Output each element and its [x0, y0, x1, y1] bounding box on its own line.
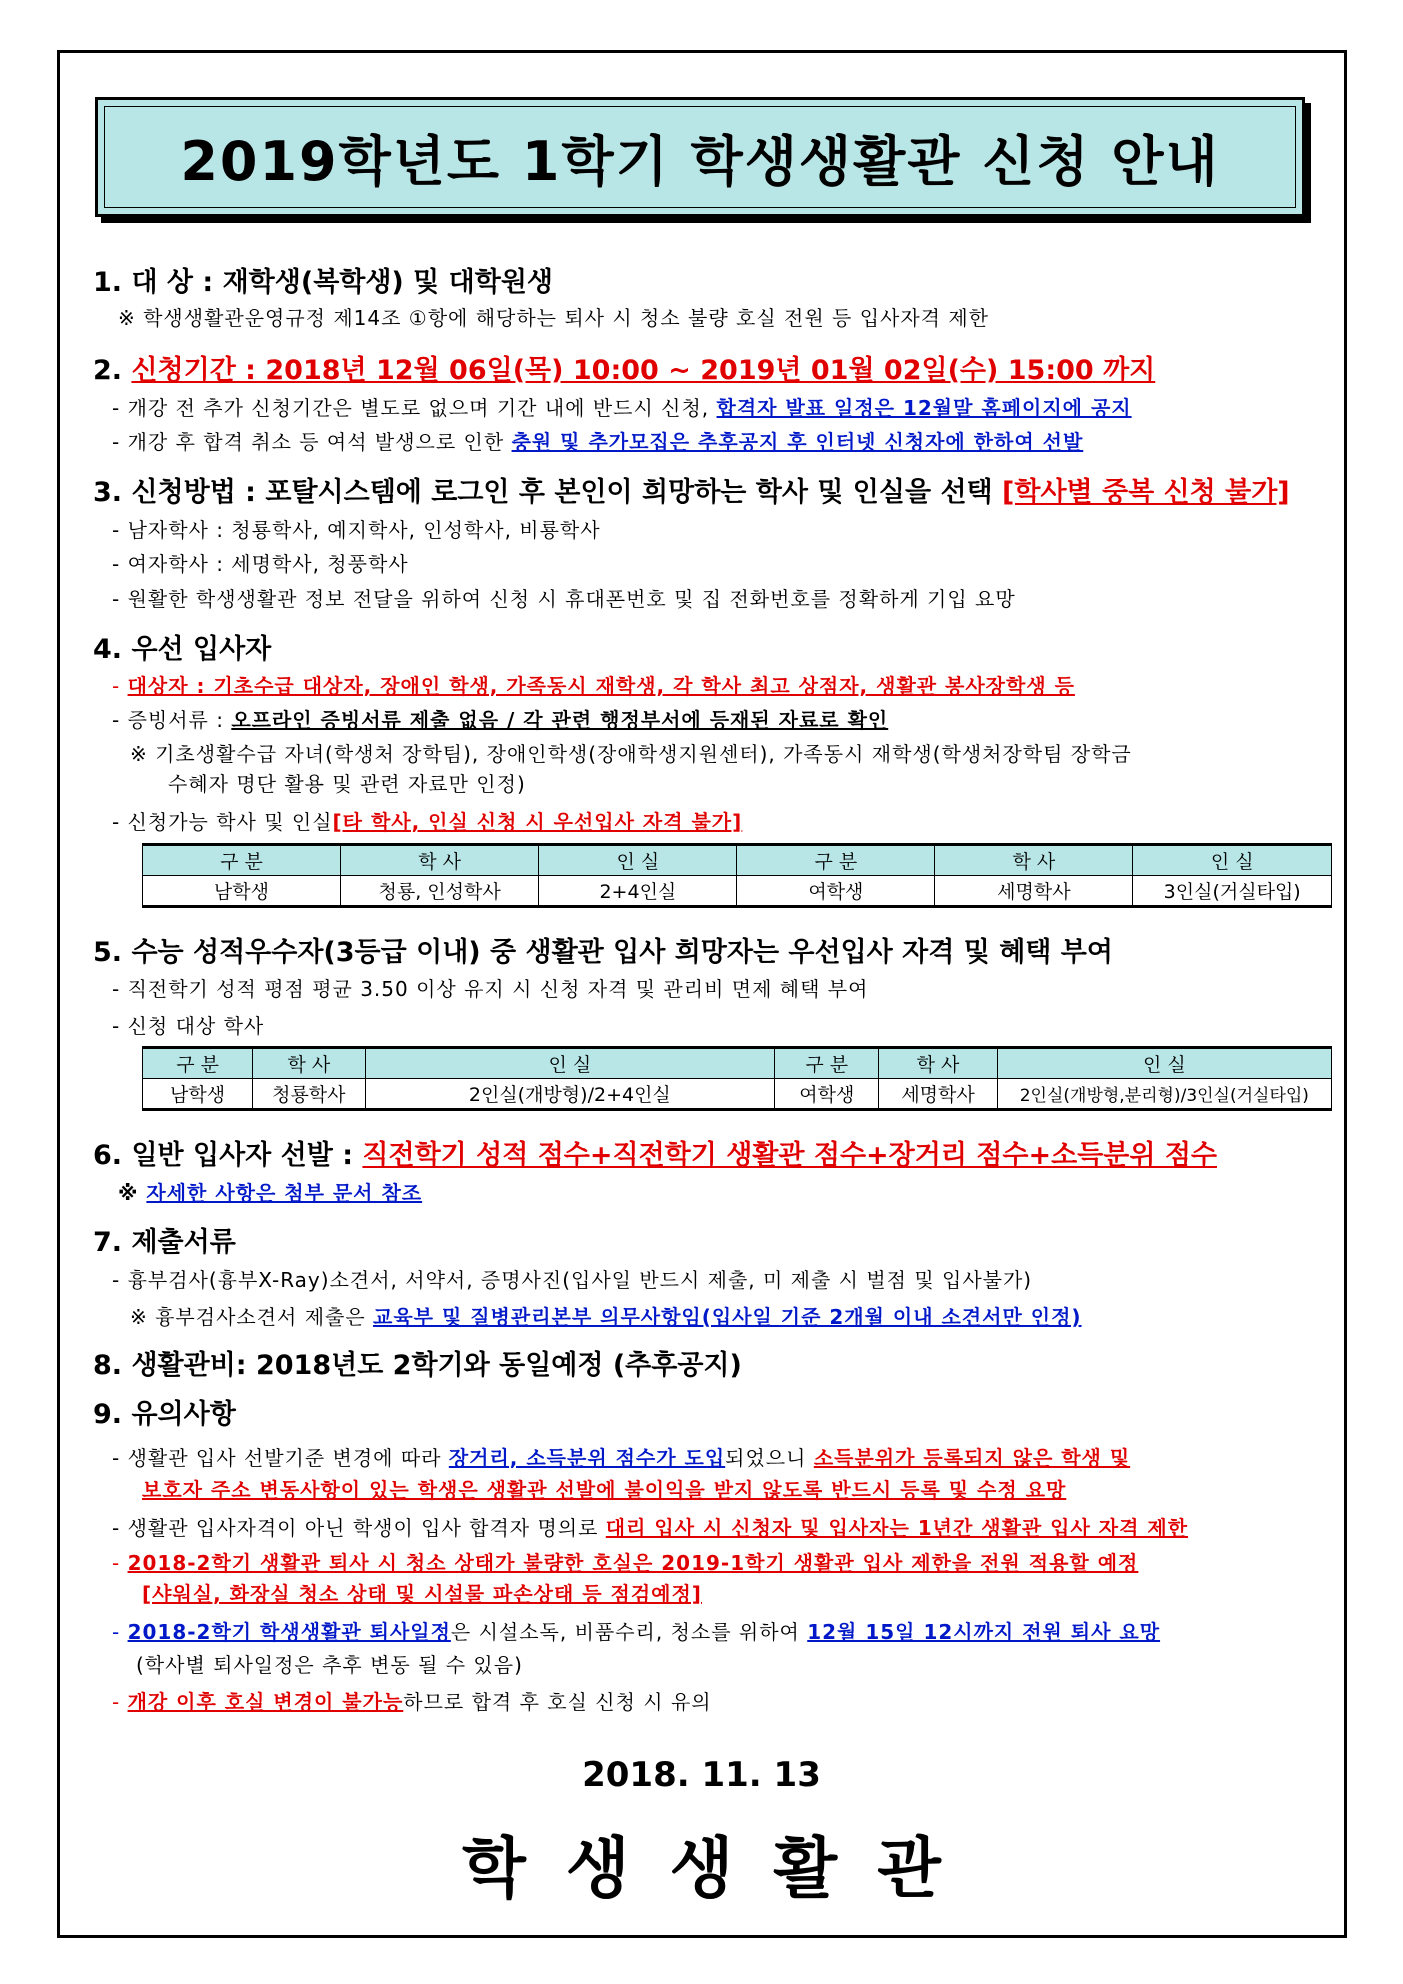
table-cell: 2+4인실 [539, 876, 737, 907]
section-9-line-1-cont: 보호자 주소 변동사항이 있는 학생은 생활관 선발에 불이익을 받지 않도록 반드시 등록 및 수정 요망 [142, 1478, 1067, 1502]
section-9-line-4-dash: - [112, 1620, 128, 1644]
scholar-rooms-table [142, 1046, 1332, 1111]
section-4-note-1: ※ 기초생활수급 자녀(학생처 장학팀), 장애인학생(장애학생지원센터), 가족동시 재학생(학생처장학팀 장학금 [130, 742, 1132, 766]
table-cell: 세명학사 [935, 876, 1133, 907]
table-row [143, 876, 1332, 907]
table-row [143, 1079, 1332, 1110]
table-header-cell: 구 분 [143, 1048, 253, 1079]
section-6-heading-text: 6. 일반 입사자 선발 : [93, 1140, 363, 1171]
table-header-row [143, 1048, 1332, 1079]
section-4-line-1-highlight: 대상자 : 기초수급 대상자, 장애인 학생, 가족동시 재학생, 각 학사 최고 상점자, 생활관 봉사장학생 등 [127, 674, 1075, 698]
section-1-note: ※ 학생생활관운영규정 제14조 ①항에 해당하는 퇴사 시 청소 불량 호실 전원 등 입사자격 제한 [118, 306, 989, 330]
table-header-cell: 학 사 [340, 845, 538, 876]
section-6-note-mark: ※ [118, 1181, 147, 1205]
table-cell: 여학생 [737, 876, 935, 907]
section-3-line-1: - 남자학사 : 청룡학사, 예지학사, 인성학사, 비룡학사 [112, 518, 601, 542]
table-cell: 2인실(개방형)/2+4인실 [365, 1079, 775, 1110]
title-box [95, 97, 1305, 217]
section-9-line-5-text: 하므로 합격 후 호실 신청 시 유의 [403, 1690, 712, 1714]
section-2-line-1-text: - 개강 전 추가 신청기간은 별도로 없으며 기간 내에 반드시 신청, [112, 396, 717, 420]
section-5-line-2: - 신청 대상 학사 [112, 1014, 265, 1038]
section-4-line-1-dash: - [112, 674, 128, 698]
section-9-line-1-text: - 생활관 입사 선발기준 변경에 따라 [112, 1446, 449, 1470]
table-header-cell: 인 실 [997, 1048, 1331, 1079]
section-4-line-1 [112, 670, 1075, 699]
table-header-cell: 학 사 [935, 845, 1133, 876]
priority-rooms-table [142, 843, 1332, 908]
table-header-cell: 구 분 [737, 845, 935, 876]
section-9-line-2 [112, 1512, 1188, 1541]
section-2-line-2-highlight: 충원 및 추가모집은 추후공지 후 인터넷 신청자에 한하여 선발 [511, 430, 1084, 454]
table-cell: 남학생 [143, 876, 341, 907]
section-6-note-link: 자세한 사항은 첨부 문서 참조 [146, 1181, 423, 1205]
issue-date: 2018. 11. 13 [582, 1755, 821, 1795]
table-header-row [143, 845, 1332, 876]
section-9-line-5-red: 개강 이후 호실 변경이 불가능 [127, 1690, 404, 1714]
section-9-line-5-dash: - [112, 1690, 128, 1714]
section-6-formula: 직전학기 성적 점수+직전학기 생활관 점수+장거리 점수+소득분위 점수 [362, 1140, 1217, 1171]
section-7-note-text: ※ 흉부검사소견서 제출은 [130, 1305, 374, 1329]
table-header-cell: 인 실 [1133, 845, 1332, 876]
section-3-heading-text: 3. 신청방법 : 포탈시스템에 로그인 후 본인이 희망하는 학사 및 인실을 선택 [93, 477, 1003, 508]
section-4-note-2: 수혜자 명단 활용 및 관련 자료만 인정) [168, 772, 526, 796]
section-2-number: 2. [93, 355, 132, 386]
section-9-line-1-blue: 장거리, 소득분위 점수가 도입 [448, 1446, 726, 1470]
section-9-line-4-cont: (학사별 퇴사일정은 추후 변동 될 수 있음) [136, 1653, 523, 1677]
section-4-heading: 4. 우선 입사자 [93, 634, 272, 665]
table-cell: 2인실(개방형,분리형)/3인실(거실타입) [997, 1079, 1331, 1110]
section-9-line-4 [112, 1616, 1160, 1645]
section-9-line-3-red: 2018-2학기 생활관 퇴사 시 청소 상태가 불량한 호실은 2019-1학기 생활관 입사 제한을 전원 적용할 예정 [127, 1551, 1139, 1575]
section-7-line-1: - 흉부검사(흉부X-Ray)소견서, 서약서, 증명사진(입사일 반드시 제출, 미 제출 시 벌점 및 입사불가) [112, 1268, 1033, 1292]
section-2-period: 신청기간 : 2018년 12월 06일(목) 10:00 ~ 2019년 01월 02일(수) 15:00 까지 [131, 355, 1156, 386]
section-2-line-1 [112, 392, 1132, 421]
table-cell: 세명학사 [879, 1079, 997, 1110]
section-9-line-5 [112, 1686, 712, 1715]
section-4-line-3-text: - 신청가능 학사 및 인실 [112, 810, 333, 834]
section-7-note [130, 1301, 1082, 1330]
section-2-line-1-highlight: 합격자 발표 일정은 12월말 홈페이지에 공지 [716, 396, 1132, 420]
section-1-heading: 1. 대 상 : 재학생(복학생) 및 대학원생 [93, 267, 553, 298]
table-header-cell: 구 분 [143, 845, 341, 876]
section-9-line-2-text: - 생활관 입사자격이 아닌 학생이 입사 합격자 명의로 [112, 1516, 606, 1540]
section-4-line-3-warning: [타 학사, 인실 신청 시 우선입사 자격 불가] [332, 810, 743, 834]
section-8-heading: 8. 생활관비: 2018년도 2학기와 동일예정 (추후공지) [93, 1350, 742, 1381]
section-9-line-3-cont: [샤워실, 화장실 청소 상태 및 시설물 파손상태 등 점검예정] [142, 1582, 702, 1606]
section-2-line-2 [112, 426, 1083, 455]
section-5-line-1: - 직전학기 성적 평점 평균 3.50 이상 유지 시 신청 자격 및 관리비 면제 혜택 부여 [112, 977, 869, 1001]
section-2-heading [93, 348, 1155, 387]
section-3-line-3: - 원활한 학생생활관 정보 전달을 위하여 신청 시 휴대폰번호 및 집 전화번호를 정확하게 기입 요망 [112, 587, 1016, 611]
section-9-line-2-red: 대리 입사 시 신청자 및 입사자는 1년간 생활관 입사 자격 제한 [605, 1516, 1189, 1540]
table-header-cell: 구 분 [775, 1048, 879, 1079]
section-7-note-highlight: 교육부 및 질병관리본부 의무사항임(입사일 기준 2개월 이내 소견서만 인정) [373, 1305, 1082, 1329]
section-9-line-1-red: 소득분위가 등록되지 않은 학생 및 [813, 1446, 1131, 1470]
section-7-heading: 7. 제출서류 [93, 1227, 236, 1258]
section-3-heading [93, 470, 1290, 509]
table-cell: 남학생 [143, 1079, 253, 1110]
section-3-heading-warning: [학사별 중복 신청 불가] [1002, 477, 1290, 508]
section-9-line-3-dash: - [112, 1551, 128, 1575]
issuer-name: 학생생활관 [462, 1830, 981, 1907]
section-3-line-2: - 여자학사 : 세명학사, 청풍학사 [112, 552, 409, 576]
section-9-line-3 [112, 1547, 1138, 1576]
section-6-heading [93, 1133, 1217, 1172]
table-header-cell: 학 사 [253, 1048, 365, 1079]
table-header-cell: 인 실 [539, 845, 737, 876]
section-6-note [118, 1177, 422, 1206]
section-4-line-3 [112, 806, 742, 835]
table-cell: 청룡학사 [253, 1079, 365, 1110]
table-cell: 청룡, 인성학사 [340, 876, 538, 907]
section-9-line-1-mid: 되었으니 [725, 1446, 814, 1470]
table-cell: 3인실(거실타입) [1133, 876, 1332, 907]
table-header-cell: 인 실 [365, 1048, 775, 1079]
section-9-line-4-text: 은 시설소독, 비품수리, 청소를 위하여 [450, 1620, 808, 1644]
section-9-line-4-deadline: 12월 15일 12시까지 전원 퇴사 요망 [807, 1620, 1161, 1644]
section-9-heading: 9. 유의사항 [93, 1399, 236, 1430]
section-2-line-2-text: - 개강 후 합격 취소 등 여석 발생으로 인한 [112, 430, 512, 454]
table-cell: 여학생 [775, 1079, 879, 1110]
section-9-line-1 [112, 1442, 1130, 1471]
page-title: 2019학년도 1학기 학생생활관 신청 안내 [180, 129, 1220, 193]
section-4-line-2-text: - 증빙서류 : [112, 708, 232, 732]
section-5-heading: 5. 수능 성적우수자(3등급 이내) 중 생활관 입사 희망자는 우선입사 자격 및 혜택 부여 [93, 937, 1113, 968]
section-4-line-2-highlight: 오프라인 증빙서류 제출 없음 / 각 관련 행정부서에 등재된 자료로 확인 [231, 708, 889, 732]
table-header-cell: 학 사 [879, 1048, 997, 1079]
section-9-line-4-blue: 2018-2학기 학생생활관 퇴사일정 [127, 1620, 451, 1644]
section-4-line-2 [112, 704, 888, 733]
